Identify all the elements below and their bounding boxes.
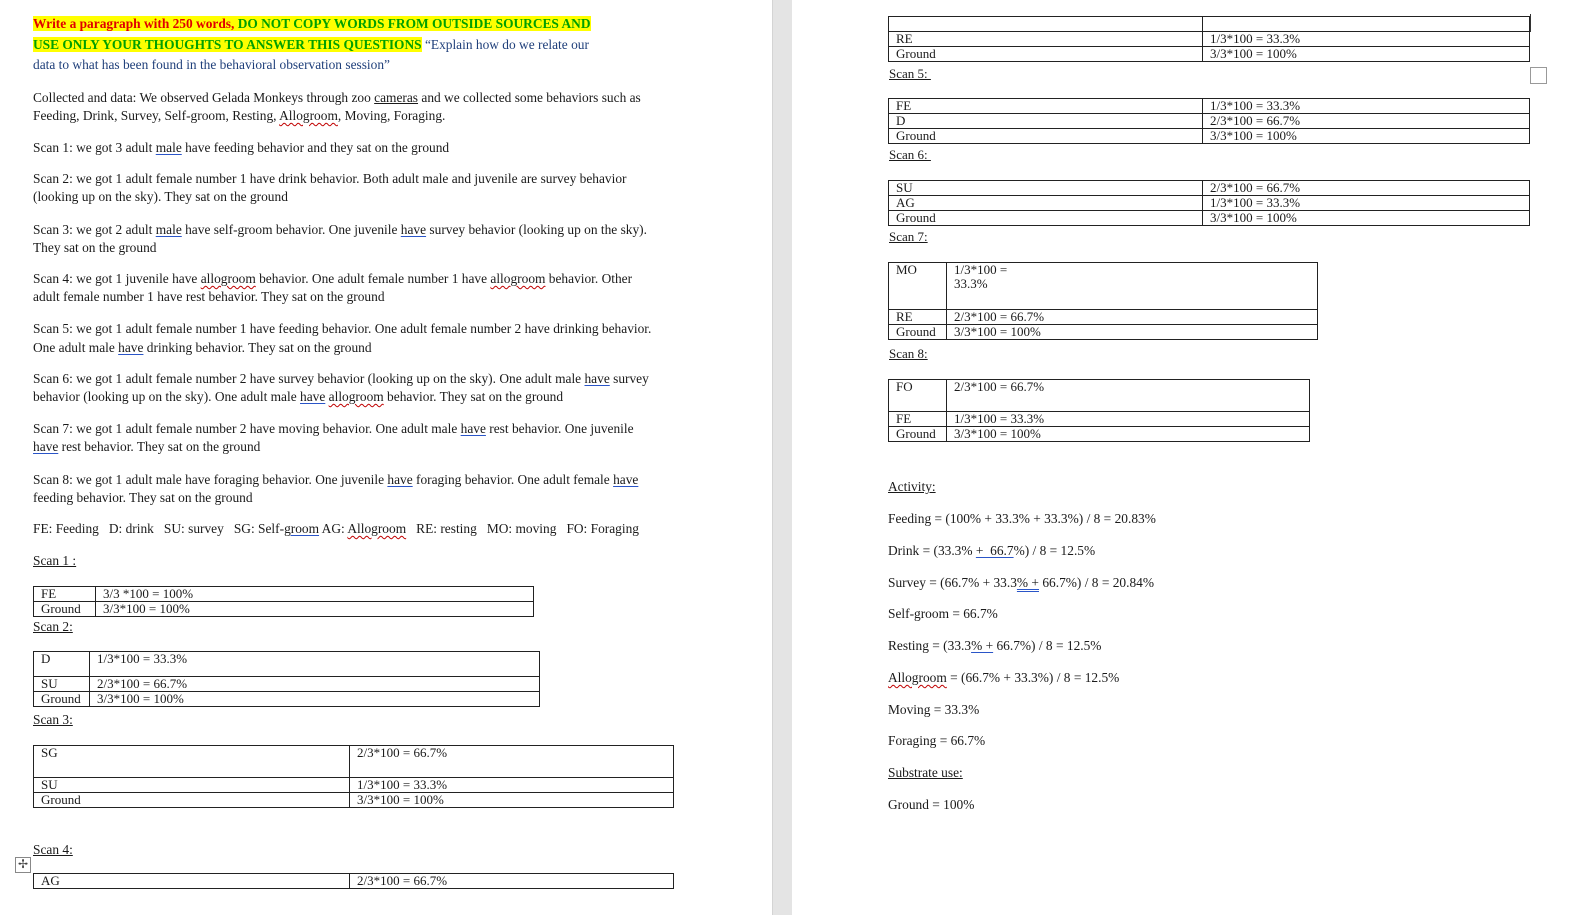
activity-moving: Moving = 33.3%	[888, 702, 980, 717]
scan8-description-2: feeding behavior. They sat on the ground	[33, 490, 253, 505]
scan2-table	[33, 651, 540, 707]
scan3-description-2: They sat on the ground	[33, 240, 157, 255]
scan8-description-1: Scan 8: we got 1 adult male have foraging behavior. One juvenile have foraging behavior. One adult female have	[33, 472, 639, 487]
table-row: AG 2/3*100 = 66.7%	[34, 874, 674, 889]
activity-survey: Survey = (66.7% + 33.3% + 66.7%) / 8 = 20.84%	[888, 575, 1155, 590]
activity-feeding: Feeding = (100% + 33.3% + 33.3%) / 8 = 20.83%	[888, 511, 1156, 526]
table-row: Ground 3/3*100 = 100%	[34, 602, 534, 617]
prompt-line-3: data to what has been found in the behavioral observation session”	[33, 57, 390, 72]
table-move-handle-icon[interactable]: ✢	[15, 857, 31, 873]
substrate-heading: Substrate use:	[888, 765, 963, 780]
activity-allogroom: Allogroom = (66.7% + 33.3%) / 8 = 12.5%	[888, 670, 1120, 685]
document-page-left	[0, 0, 772, 915]
prompt-blue-text-1: “Explain how do we relate our	[421, 37, 589, 52]
table-row: Ground 3/3*100 = 100%	[34, 793, 674, 808]
scan5-table	[888, 98, 1530, 144]
intro-line-2: Feeding, Drink, Survey, Self-groom, Resting, Allogroom, Moving, Foraging.	[33, 108, 446, 123]
table-row: Ground 3/3*100 = 100%	[889, 47, 1530, 62]
scan7-description-2: have rest behavior. They sat on the ground	[33, 439, 261, 454]
table-row: Ground 3/3*100 = 100%	[889, 129, 1530, 144]
scan6-table	[888, 180, 1530, 226]
table-row: D 1/3*100 = 33.3%	[34, 652, 540, 677]
text-cursor	[1530, 14, 1531, 32]
scan3-heading: Scan 3:	[33, 712, 73, 727]
prompt-green-text-1: DO NOT COPY WORDS FROM OUTSIDE SOURCES AND	[234, 16, 591, 31]
table-row: MO 1/3*100 = 33.3%	[889, 263, 1318, 310]
paragraph-mark-checkbox[interactable]	[1530, 67, 1547, 84]
scan6-description-2: behavior (looking up on the sky). One adult male have allogroom behavior. They sat on the ground	[33, 389, 564, 404]
table-row: Ground 3/3*100 = 100%	[889, 427, 1310, 442]
prompt-line-2	[33, 36, 673, 55]
scan4-description-1: Scan 4: we got 1 juvenile have allogroom behavior. One adult female number 1 have allogroom behavior. Other	[33, 271, 633, 286]
scan8-heading: Scan 8:	[889, 346, 928, 361]
activity-resting: Resting = (33.3% + 66.7%) / 8 = 12.5%	[888, 638, 1102, 653]
activity-foraging: Foraging = 66.7%	[888, 733, 986, 748]
activity-self-groom: Self-groom = 66.7%	[888, 606, 998, 621]
prompt-green-text-2: USE ONLY YOUR THOUGHTS TO ANSWER THIS QUESTIONS	[33, 37, 422, 52]
table-row	[889, 17, 1530, 32]
scan6-description-1: Scan 6: we got 1 adult female number 2 have survey behavior (looking up on the sky). One adult male have survey	[33, 371, 649, 386]
scan4-description-2: adult female number 1 have rest behavior. They sat on the ground	[33, 289, 385, 304]
table-row: Ground 3/3*100 = 100%	[889, 325, 1318, 340]
table-row: FE 1/3*100 = 33.3%	[889, 99, 1530, 114]
intro-line-1: Collected and data: We observed Gelada Monkeys through zoo cameras and we collected some behaviors such as	[33, 90, 641, 105]
prompt-red-text: Write a paragraph with 250 words,	[33, 16, 235, 31]
scan7-heading: Scan 7:	[889, 229, 928, 244]
document-page-right	[792, 0, 1572, 915]
scan3-table	[33, 745, 674, 808]
scan2-description-1: Scan 2: we got 1 adult female number 1 have drink behavior. Both adult male and juvenile are survey behavior	[33, 171, 627, 186]
scan4-heading: Scan 4:	[33, 842, 73, 857]
scan7-table	[888, 262, 1318, 340]
table-row: RE 1/3*100 = 33.3%	[889, 32, 1530, 47]
table-row: RE 2/3*100 = 66.7%	[889, 310, 1318, 325]
scan1-table	[33, 586, 534, 617]
scan5-description-2: One adult male have drinking behavior. They sat on the ground	[33, 340, 372, 355]
scan3-description-1: Scan 3: we got 2 adult male have self-groom behavior. One juvenile have survey behavior (looking up on the sky).	[33, 222, 647, 237]
table-row: Ground 3/3*100 = 100%	[34, 692, 540, 707]
scan4-table	[33, 873, 674, 889]
table-row: SU 1/3*100 = 33.3%	[34, 778, 674, 793]
scan6-heading: Scan 6:	[889, 147, 931, 162]
scan7-description-1: Scan 7: we got 1 adult female number 2 have moving behavior. One adult male have rest behavior. One juvenile	[33, 421, 634, 436]
scan5-description-1: Scan 5: we got 1 adult female number 1 have feeding behavior. One adult female number 2 have drinking behavior.	[33, 321, 652, 336]
activity-drink: Drink = (33.3% + 66.7%) / 8 = 12.5%	[888, 543, 1096, 558]
table-row: FE 1/3*100 = 33.3%	[889, 412, 1310, 427]
scan1-description: Scan 1: we got 3 adult male have feeding behavior and they sat on the ground	[33, 140, 450, 155]
table-row: D 2/3*100 = 66.7%	[889, 114, 1530, 129]
activity-heading: Activity:	[888, 479, 936, 494]
scan1-heading: Scan 1 :	[33, 553, 77, 568]
table-row: SU 2/3*100 = 66.7%	[34, 677, 540, 692]
abbreviation-legend: FE: Feeding D: drink SU: survey SG: Self-groom AG: Allogroom RE: resting MO: moving FO: Foraging	[33, 521, 639, 536]
table-row: Ground 3/3*100 = 100%	[889, 211, 1530, 226]
table-row: SG 2/3*100 = 66.7%	[34, 746, 674, 778]
table-row: FO 2/3*100 = 66.7%	[889, 380, 1310, 412]
table-row: AG 1/3*100 = 33.3%	[889, 196, 1530, 211]
scan2-description-2: (looking up on the sky). They sat on the ground	[33, 189, 288, 204]
table-row: FE 3/3 *100 = 100%	[34, 587, 534, 602]
scan2-heading: Scan 2:	[33, 619, 73, 634]
scan4-table-continued	[888, 16, 1530, 62]
substrate-ground: Ground = 100%	[888, 797, 975, 812]
scan8-table	[888, 379, 1310, 442]
page-gutter	[772, 0, 793, 915]
prompt-line-1	[33, 15, 673, 34]
scan5-heading: Scan 5:	[889, 66, 931, 81]
table-row: SU 2/3*100 = 66.7%	[889, 181, 1530, 196]
